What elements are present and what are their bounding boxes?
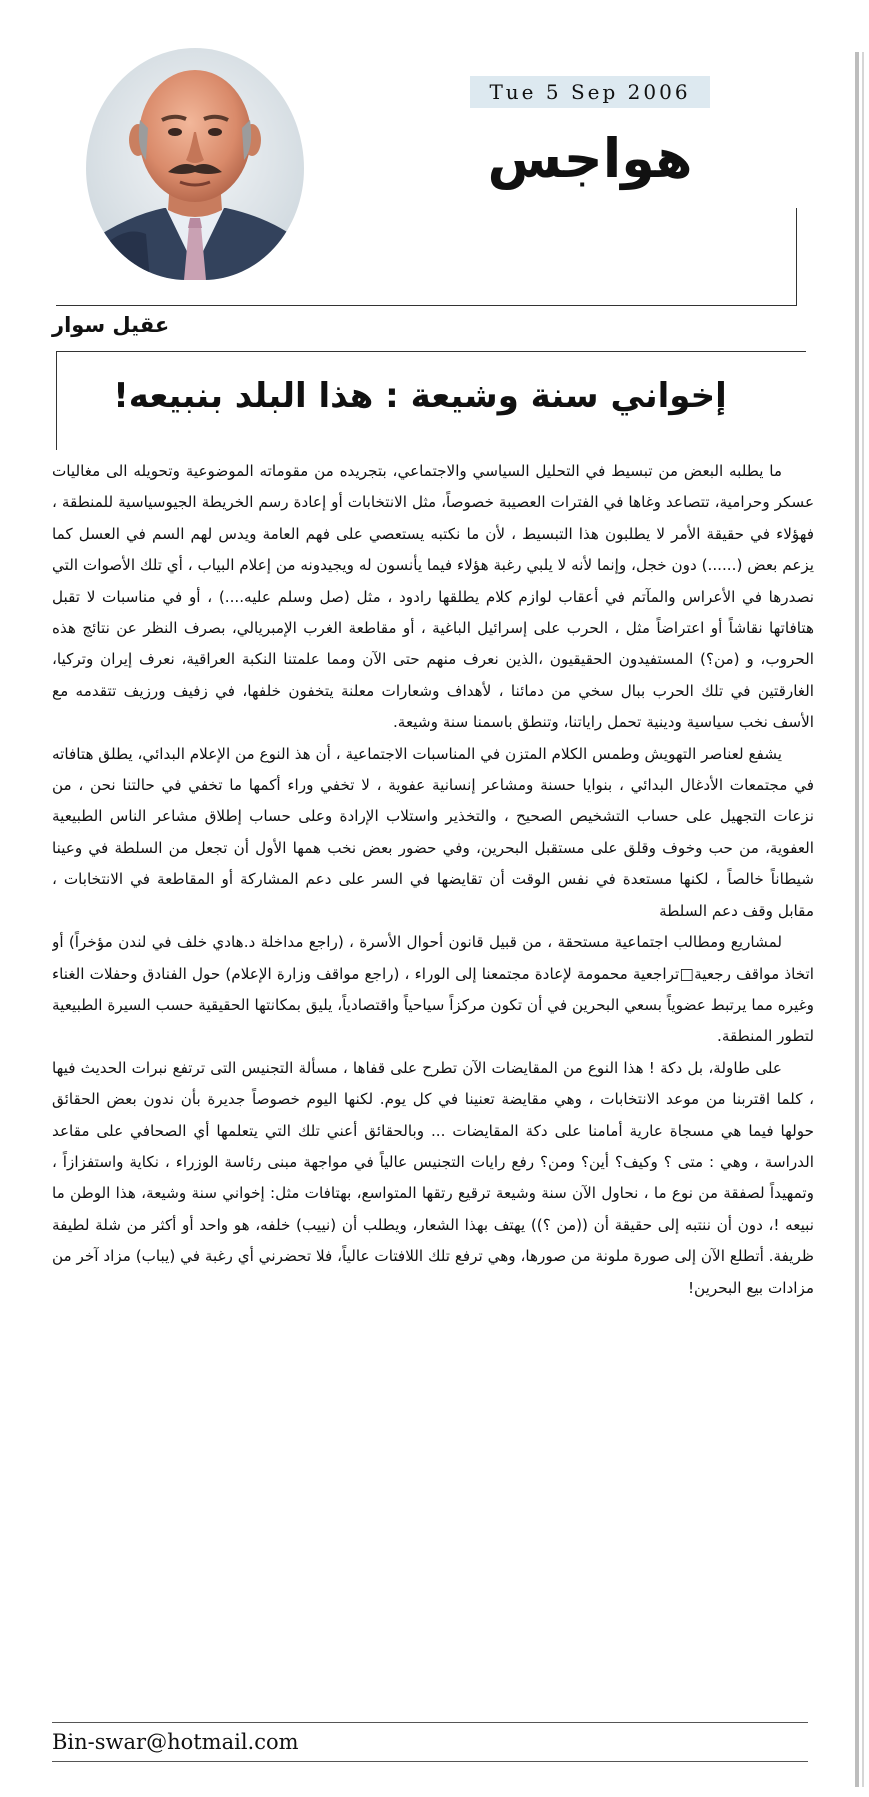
author-portrait-icon: [86, 48, 304, 280]
footer-rule-top: [52, 1722, 808, 1723]
column-title: هواجس: [487, 127, 693, 190]
author-email-link[interactable]: Bin-swar@hotmail.com: [52, 1730, 299, 1754]
article-paragraph: لمشاريع ومطالب اجتماعية مستحقة ، من قبيل قانون أحوال الأسرة ، (راجع مداخلة د.هادي خلف في لندن مؤخراً) أو اتخاذ مواقف رجعية□تراجعية محمومة لإعادة مجتمعنا إلى الوراء ، (راجع مواقف وزارة الإعلام) حول الفنادق وحفلات الغناء وغيره مما يرتبط عضوياً بسعي البحرين في أن تكون مركزاً سياحياً واقتصادياً، يليق بمكانتها الحقيقية حسب السيرة الطبيعية لتطور المنطقة.: [52, 933, 814, 1046]
author-portrait: [86, 48, 304, 280]
page-margin-rule: [855, 52, 859, 1787]
header-divider-horizontal: [56, 305, 797, 306]
header-divider-vertical: [796, 208, 797, 306]
footer-rule-bottom: [52, 1761, 808, 1762]
author-name: عقيل سوار: [52, 313, 170, 337]
article-paragraph: يشفع لعناصر التهويش وطمس الكلام المتزن في المناسبات الاجتماعية ، أن هذ النوع من الإعلام البدائي، يطلق هتافاته في مجتمعات الأدغال البدائي ، بنوايا حسنة ومشاعر إنسانية عفوية ، لا تخفي وراء أكمها ما تخفي في حالتنا نحن ، من نزعات التجهيل على حساب التشخيص الصحيح ، والتخذير واستلاب الإرادة وعلى حساب إطلاق مشاعر الناس الطبيعية العفوية، من حب وخوف وقلق على مستقبل البحرين، وفي حضور بعض نخب همها الأول أن تجعل من السلطة في وعينا شيطاناً خالصاً ، لكنها مستعدة في نفس الوقت أن تقايضها في السر على دعم المشاركة أو المقاطعة في الانتخابات ، مقابل وقف دعم السلطة: [52, 744, 814, 920]
publication-date: Tue 5 Sep 2006: [470, 76, 710, 108]
title-box-left-rule: [56, 351, 57, 450]
article-body: [52, 456, 814, 1716]
article-paragraph: ما يطلبه البعض من تبسيط في التحليل السياسي والاجتماعي، بتجريده من مقوماته الموضوعية وتحويله الى مغاليات عسكر وحرامية، تتصاعد وغاها في الفترات العصيبة خصوصاً، مثل الانتخابات أو إعادة رسم الخريطة الجيوسياسية للمنطقة ، فهؤلاء في حقيقة الأمر لا يطلبون هذا التبسيط ، لأن ما نكتبه يستعصي على فهم العامة ويدس لهم السم في العسل كما يزعم بعض (......) دون خجل، وإنما لأنه لا يلبي رغبة هؤلاء فيما يأنسون له ويجيدونه من إعلام البياب ، أي تلك الأصوات التي نصدرها في الأعراس والمآتم في أعقاب لوازم كلام يطلقها رادود ، مثل (صل وسلم عليه....) ، أو في مناسبات لا تقبل هتافاتها نقاشاً أو اعتراضاً مثل ، الحرب على إسرائيل الباغية ، أو مقاطعة الغرب الإمبريالي، بصرف النظر عن نتائج هذه الحروب، و (من؟) المستفيدون الحقيقيون ،الذين نعرف منهم حتى الآن ومما علمتنا النكبة العراقية، نعرف إيران وتركيا، الغارقتين في تلك الحرب ببال سخي من دمائنا ، لأهداف وشعارات معلنة يتخفون خلفها، في زفيف ورزيف تتقدمه مع الأسف نخب سياسية ودينية تحمل راياتنا، وتنطق باسمنا سنة وشيعة.: [52, 462, 814, 732]
article-title: إخواني سنة وشيعة : هذا البلد بنبيعه!: [113, 376, 727, 416]
article-paragraph: على طاولة، بل دكة ! هذا النوع من المقايضات الآن تطرح على قفاها ، مسألة التجنيس التى ترتفع نبرات الحديث فيها ، كلما اقتربنا من موعد الانتخابات ، وهي مقايضة تعنينا في كل يوم. لكنها اليوم خصوصاً جديرة بأن ندون بعض الحقائق حولها فيما هي مسجاة عارية أمامنا على دكة المقايضات ... وبالحقائق أعني تلك التي يتعلمها أي الصحافي على مقاعد الدراسة ، وهي : متى ؟ وكيف؟ أين؟ ومن؟ رفع رايات التجنيس عالياً في مواجهة مبنى رئاسة الوزراء ، نكاية واستفزازاً ، وتمهيداً لصفقة من نوع ما ، نحاول الآن سنة وشيعة ترقيع رتقها المتواسع، بهتافات مثل: إخواني سنة وشيعة، هذا الوطن ما نبيعه !، دون أن ننتبه إلى حقيقة أن ((من ؟)) يهتف بهذا الشعار، ويطلب أن (نييب) خلفه، هو واحد أو أكثر من شلة لطيفة ظريفة. أتطلع الآن إلى صورة ملونة من صورها، وهي ترفع تلك اللافتات عالياً، فلا تحضرني أي رغبة في (يباب) مزاد آخر من مزادات بيع البحرين!: [52, 1058, 814, 1297]
page-margin-rule-inner: [862, 52, 864, 1787]
title-box-top-rule: [56, 351, 806, 352]
